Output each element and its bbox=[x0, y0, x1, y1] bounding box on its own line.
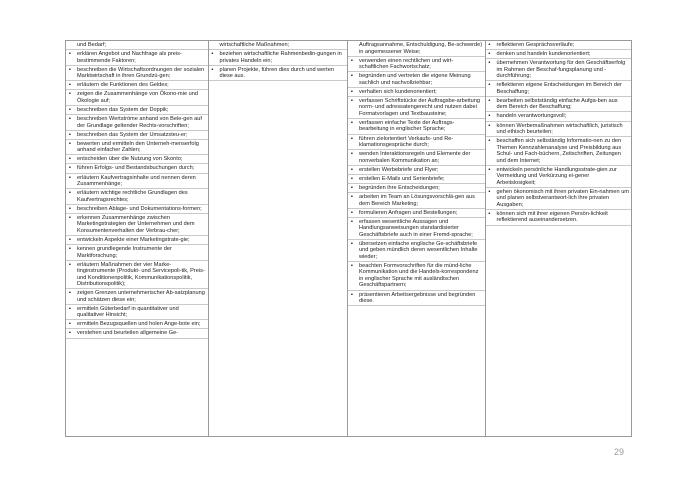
list-item bbox=[486, 59, 631, 81]
list-item bbox=[348, 291, 485, 307]
list-item-text: ▪ erkennen Zusammenhänge zwischen Marketingstrategien der Unternehmen und dem Konsumentenverhalten der Verbrau-cher; bbox=[77, 214, 195, 234]
list-item bbox=[209, 66, 348, 82]
list-item-text: Auftragsannahme, Entschuldigung, Be-schwerde) in angemessener Weise; bbox=[359, 42, 483, 55]
list-item-text: ▪ beschaffen sich selbständig Informatio-nen zu den Themen Kennzahlenanalyse und Preisbildung aus Schul- und Fach-büchern, Zeitschriften, Zeitungen und dem Internet; bbox=[496, 138, 622, 164]
list-item bbox=[348, 150, 485, 166]
list-item bbox=[66, 50, 208, 66]
list-item bbox=[486, 210, 631, 226]
list-item bbox=[348, 218, 485, 240]
list-item bbox=[66, 174, 208, 190]
list-item-text: ▪ erläutern Kaufvertragsinhalte und nennen deren Zusammenhänge; bbox=[77, 174, 196, 188]
list-item bbox=[348, 166, 485, 175]
list-item-text: ▪ arbeiten im Team an Lösungsvorschlä-gen aus dem Bereich Marketing; bbox=[359, 194, 475, 207]
list-item-text: ▪ können Werbemaßnahmen wirtschaftlich, juristisch und ethisch beurteilen; bbox=[496, 122, 623, 136]
list-item bbox=[66, 81, 208, 90]
list-item-text: ▪ begründen ihre Entscheidungen; bbox=[359, 184, 440, 191]
list-item bbox=[66, 289, 208, 305]
list-item bbox=[66, 305, 208, 321]
list-item bbox=[66, 164, 208, 173]
list-item-text: ▪ verhalten sich kundenorientiert; bbox=[359, 88, 437, 95]
list-item-text: ▪ beschreiben Wertströme anhand von Bele-gen auf der Grundlage geltender Rechts-vorschriften; bbox=[77, 116, 202, 129]
list-item bbox=[66, 236, 208, 245]
list-item-text: wirtschaftliche Maßnahmen; bbox=[219, 42, 290, 48]
list-item-text: ▪ führen zielorientiert Verkaufs- und Re-klamationsgespräche durch; bbox=[359, 135, 454, 149]
list-item bbox=[348, 262, 485, 291]
list-item-text: ▪ verwenden einen rechtlichen und wirt-schaftlichen Fachwortschatz; bbox=[359, 57, 454, 71]
list-item-text: ▪ erstellen Werbebriefe und Flyer; bbox=[359, 166, 439, 173]
list-item-text: ▪ planen Projekte, führen dies durch und werten diese aus. bbox=[219, 66, 334, 80]
list-item bbox=[486, 112, 631, 121]
list-item-text: ▪ zeigen die Zusammenhänge von Ökono-mie und Ökologie auf; bbox=[77, 91, 198, 104]
page-number: 29 bbox=[614, 447, 625, 457]
list-item bbox=[66, 106, 208, 115]
list-item-text: ▪ kennen grundlegende Instrumente der Marktforschung; bbox=[77, 246, 172, 259]
list-item bbox=[486, 50, 631, 59]
list-item-text: ▪ reflektieren Gesprächsverläufe; bbox=[496, 42, 575, 48]
list-item bbox=[66, 41, 208, 50]
list-item bbox=[486, 97, 631, 113]
list-item-text: ▪ entwickeln persönliche Handlungsstrate-gien zur Vermeidung und Verkürzung ei-gener Arbeitslosigkeit; bbox=[496, 166, 617, 186]
list-item-text: ▪ zeigen Grenzen unternehmerischer Ab-satzplanung und schätzen diese ein; bbox=[77, 290, 205, 303]
list-item-text: ▪ erläutern Maßnahmen der vier Marke-tinginstrumente (Produkt- und Servicepoli-tik, Preis- und Konditionenpolitik, Kommunikationspolitik, Distributionspolitik); bbox=[77, 261, 205, 288]
list-item bbox=[348, 135, 485, 151]
list-item bbox=[348, 175, 485, 184]
list-item-text: ▪ bewerten und ermitteln den Unterneh-menserfolg anhand einfacher Zahlen; bbox=[77, 140, 199, 154]
list-item bbox=[486, 81, 631, 97]
list-item-text: ▪ verfassen einfache Texte der Auftrags-bearbeitung in englischer Sprache; bbox=[359, 119, 455, 133]
list-item bbox=[209, 41, 348, 50]
list-item bbox=[66, 66, 208, 82]
list-item bbox=[348, 119, 485, 135]
list-item-text: ▪ ermitteln Bezugsquellen und holen Ange-bote ein; bbox=[77, 321, 201, 328]
list-item-text: ▪ begründen und vertreten die eigene Meinung sachlich und nachvollziehbar; bbox=[359, 73, 471, 86]
list-item-text: ▪ erläutern die Funktionen des Geldes; bbox=[77, 82, 169, 89]
list-item bbox=[486, 122, 631, 138]
list-item bbox=[348, 240, 485, 262]
list-item-text: ▪ beschreiben die Wirtschaftsordnungen der sozialen Marktwirtschaft in ihren Grundzü-gen; bbox=[77, 66, 205, 80]
list-item bbox=[66, 245, 208, 261]
table-column-2 bbox=[209, 41, 349, 436]
list-item-text: ▪ gehen ökonomisch mit ihren privaten Ein-nahmen um und planen selbstverantwort-lich ihre privaten Ausgaben; bbox=[496, 188, 629, 208]
curriculum-table bbox=[65, 40, 632, 437]
list-item bbox=[486, 166, 631, 188]
list-item bbox=[486, 137, 631, 166]
list-item-text: ▪ führen Erfolgs- und Bestandsbuchungen durch; bbox=[77, 165, 195, 172]
list-item bbox=[348, 97, 485, 119]
list-item-text: ▪ übernehmen Verantwortung für den Geschäftserfolg im Rahmen der Beschaf-fungsplanung und -durchführung; bbox=[496, 60, 626, 80]
table-column-4 bbox=[486, 41, 631, 436]
table-column-1 bbox=[66, 41, 209, 436]
list-item-text: ▪ erklären Angebot und Nachfrage als preis-bestimmende Faktoren; bbox=[77, 51, 182, 64]
list-item bbox=[66, 90, 208, 106]
list-item-text: ▪ können sich mit ihrer eigenen Persön-lichkeit reflektierend auseinandersetzen. bbox=[496, 210, 608, 224]
list-item bbox=[66, 329, 208, 338]
list-item-text: ▪ reflektieren eigene Entscheidungen im Bereich der Beschaffung; bbox=[496, 82, 622, 95]
list-item-text: ▪ erfassen wesentliche Aussagen und Handlungsanweisungen standardisierter Geschäftsbriefe auch in einer Fremd-sprache; bbox=[359, 218, 473, 238]
list-item bbox=[66, 131, 208, 140]
list-item-text: ▪ übersetzen einfache englische Ge-schäftsbriefe und geben mündlich deren wesentlichen Inhalte wieder; bbox=[359, 240, 478, 260]
list-item bbox=[348, 57, 485, 73]
list-item-text: ▪ ermitteln Güterbedarf in quantitativer und qualitativer Hinsicht; bbox=[77, 305, 179, 319]
list-item-text: ▪ erstellen E-Mails und Serienbriefe; bbox=[359, 175, 445, 182]
list-item bbox=[66, 140, 208, 156]
list-item-text: und Bedarf; bbox=[77, 42, 106, 48]
list-item bbox=[348, 184, 485, 193]
list-item bbox=[66, 189, 208, 205]
list-item bbox=[486, 41, 631, 50]
list-item bbox=[66, 261, 208, 290]
list-item bbox=[348, 72, 485, 88]
list-item-text: ▪ wenden Interaktionsregeln und Elemente der nonverbalen Kommunikation an; bbox=[359, 151, 471, 164]
list-item bbox=[66, 115, 208, 131]
list-item-text: ▪ entscheiden über die Nutzung von Skonto; bbox=[77, 156, 183, 163]
list-item-text: ▪ präsentieren Arbeitsergebnisse und begründen diese. bbox=[359, 291, 476, 304]
list-item-text: ▪ entwickeln Aspekte einer Marketingstrate-gie; bbox=[77, 236, 190, 243]
table-column-3 bbox=[348, 41, 486, 436]
list-item-text: ▪ formulieren Anfragen und Bestellungen; bbox=[359, 209, 458, 216]
list-item bbox=[348, 209, 485, 218]
list-item bbox=[348, 193, 485, 209]
list-item-text: ▪ beschreiben Ablage- und Dokumentations-formen; bbox=[77, 205, 202, 212]
list-item-text: ▪ handeln verantwortungsvoll; bbox=[496, 113, 567, 120]
list-item-text: ▪ denken und handeln kundenorientiert; bbox=[496, 51, 591, 58]
list-item-text: ▪ beachten Formvorschriften für die münd-liche Kommunikation und die Handels-korrespondenz in englischer Sprache mit ausländischen Geschäftspartnern; bbox=[359, 262, 479, 289]
list-item-text: ▪ beschreiben das System der Umsatzsteu-er; bbox=[77, 131, 188, 138]
list-item bbox=[486, 188, 631, 210]
list-item-text: ▪ erläutern wichtige rechtliche Grundlagen des Kaufvertragsrechtes; bbox=[77, 190, 188, 203]
list-item-text: ▪ verfassen Schriftstücke der Auftragsbe-arbeitung norm- und adressatengerecht und nutzen dabei Formatvorlagen und Textbausteine; bbox=[359, 97, 480, 117]
list-item bbox=[348, 88, 485, 97]
list-item bbox=[348, 41, 485, 57]
list-item-text: ▪ verstehen und beurteilen allgemeine Ge- bbox=[77, 330, 179, 337]
list-item-text: ▪ bearbeiten selbstständig einfache Aufga-ben aus dem Bereich der Beschaffung; bbox=[496, 97, 618, 111]
list-item bbox=[66, 214, 208, 236]
list-item-text: ▪ beschreiben das System der Doppik; bbox=[77, 106, 169, 113]
list-item bbox=[66, 320, 208, 329]
list-item bbox=[66, 155, 208, 164]
list-item bbox=[66, 205, 208, 214]
list-item bbox=[209, 50, 348, 66]
list-item-text: ▪ beziehen wirtschaftliche Rahmenbedin-gungen in privates Handeln ein; bbox=[219, 51, 342, 64]
